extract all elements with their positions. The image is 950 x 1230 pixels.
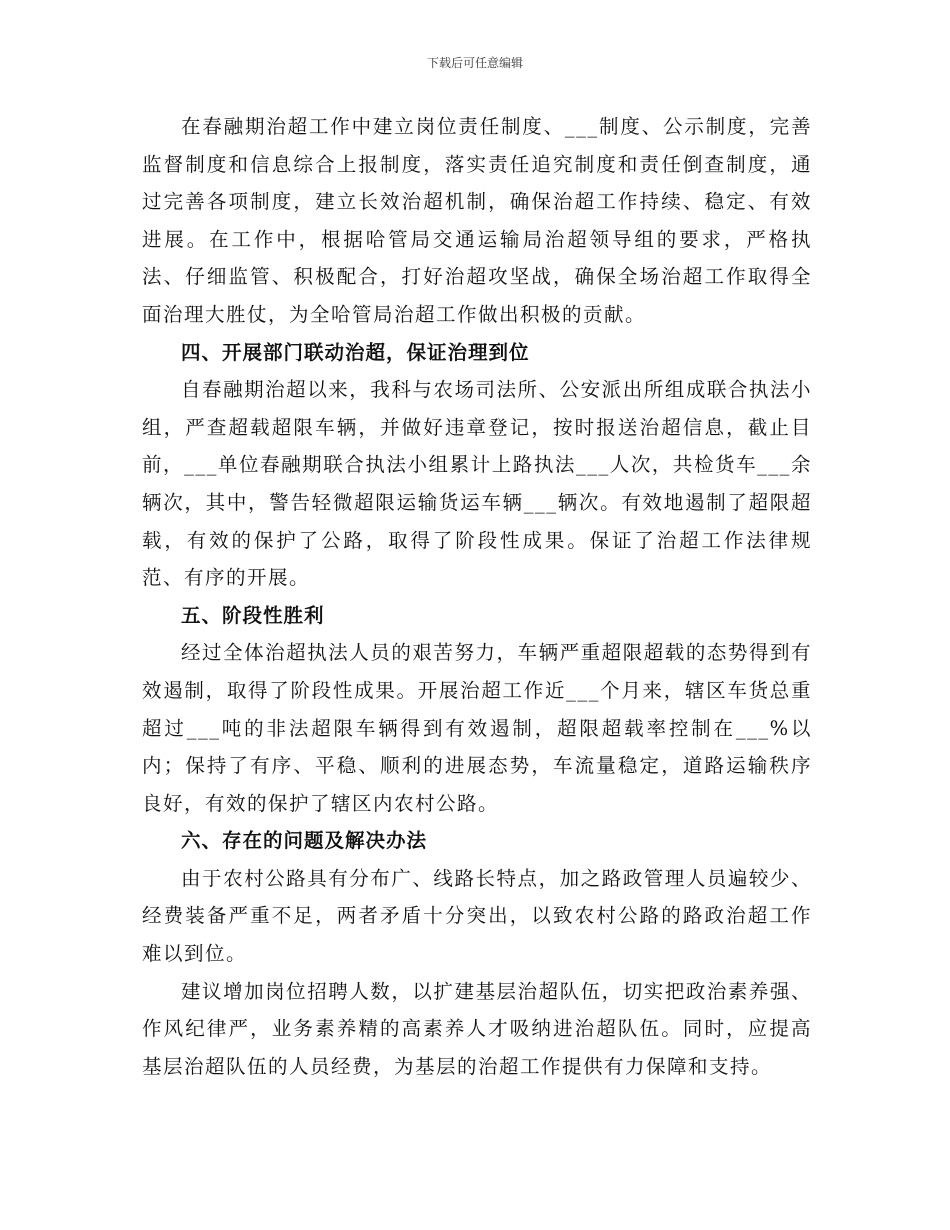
- paragraph-suggestions: 建议增加岗位招聘人数，以扩建基层治超队伍，切实把政治素养强、作风纪律严，业务素养精的高素养人才吸纳进治超队伍。同时，应提高基层治超队伍的人员经费，为基层的治超工作提供有力保障和支持。: [142, 979, 812, 1078]
- section-heading-4: 四、开展部门联动治超，保证治理到位: [181, 340, 530, 364]
- page-header: 下载后可任意编辑: [426, 56, 523, 70]
- paragraph-joint-enforcement: 自春融期治超以来，我科与农场司法所、公安派出所组成联合执法小组，严查超载超限车辆，并做好违章登记，按时报送治超信息，截止目前，___单位春融期联合执法小组累计上路执法___人次，共检货车___余辆次，其中，警告轻微超限运输货运车辆___辆次。有效地遏制了超限超载，有效的保护了公路，取得了阶段性成果。保证了治超工作法律规范、有序的开展。: [142, 378, 812, 590]
- section-heading-6: 六、存在的问题及解决办法: [181, 829, 428, 853]
- paragraph-problems: 由于农村公路具有分布广、线路长特点，加之路政管理人员遍较少、经费装备严重不足，两者矛盾十分突出，以致农村公路的路政治超工作难以到位。: [142, 866, 812, 966]
- document-body: [142, 108, 812, 1085]
- paragraph-phased-victory: 经过全体治超执法人员的艰苦努力，车辆严重超限超载的态势得到有效遏制，取得了阶段性成果。开展治超工作近___个月来，辖区车货总重超过___吨的非法超限车辆得到有效遏制，超限超载率控制在___%以内；保持了有序、平稳、顺利的进展态势，车流量稳定，道路运输秩序良好，有效的保护了辖区内农村公路。: [142, 641, 812, 815]
- paragraph-system-building: 在春融期治超工作中建立岗位责任制度、___制度、公示制度，完善监督制度和信息综合上报制度，落实责任追究制度和责任倒查制度，通过完善各项制度，建立长效治超机制，确保治超工作持续、稳定、有效进展。在工作中，根据哈管局交通运输局治超领导组的要求，严格执法、仔细监管、积极配合，打好治超攻坚战，确保全场治超工作取得全面治理大胜仗，为全哈管局治超工作做出积极的贡献。: [142, 115, 812, 326]
- section-heading-5: 五、阶段性胜利: [181, 603, 325, 627]
